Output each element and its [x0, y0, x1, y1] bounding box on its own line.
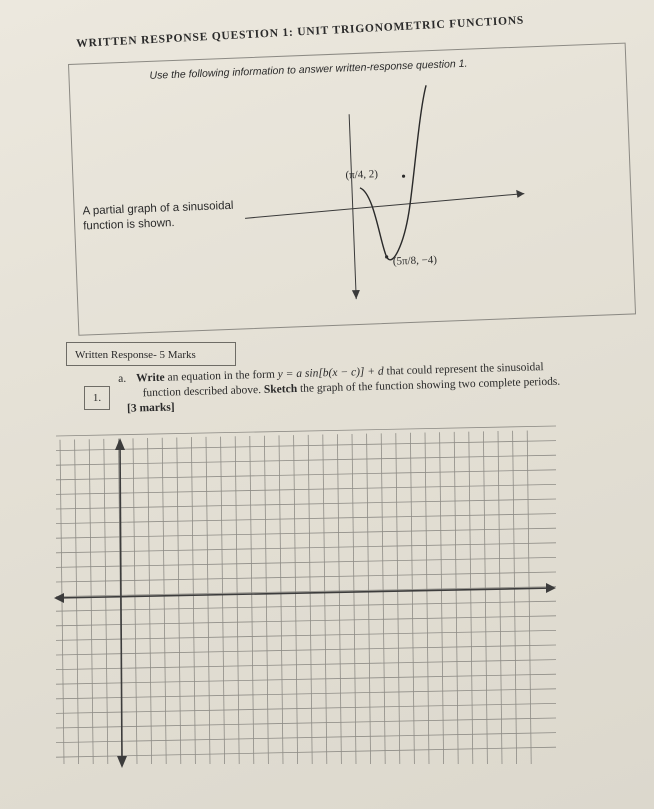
grid-horizontal-line [56, 484, 556, 494]
grid-horizontal-line [56, 718, 556, 728]
grid-x-arrow-left-icon [54, 593, 64, 603]
grid-y-arrow-up-icon [115, 438, 125, 450]
min-point-label: (5π/8, −4) [392, 253, 438, 268]
information-box [68, 43, 636, 336]
grid-vertical-line [381, 433, 385, 764]
question-text-2: that could represent the sinusoidal [383, 361, 544, 378]
grid-vertical-line [337, 434, 341, 764]
question-part-label: a. [118, 372, 127, 385]
grid-vertical-line [469, 432, 473, 764]
grid-vertical-line [294, 435, 298, 764]
grid-vertical-line [133, 438, 137, 764]
grid-vertical-line [440, 432, 444, 764]
grid-vertical-line [454, 432, 458, 764]
grid-x-axis [56, 588, 554, 598]
grid-vertical-line [221, 437, 225, 764]
grid-vertical-line [425, 433, 429, 765]
grid-vertical-line [177, 437, 181, 764]
sinusoid-graph [230, 67, 539, 308]
grid-horizontal-line [56, 747, 556, 757]
grid-y-arrow-down-icon [117, 756, 127, 768]
grid-vertical-line [352, 434, 356, 764]
grid-horizontal-line [56, 543, 556, 553]
max-point [402, 175, 405, 178]
question-number: 1. [84, 386, 110, 410]
grid-vertical-line [367, 434, 371, 764]
grid-vertical-line [308, 435, 312, 764]
grid-vertical-line [235, 436, 239, 764]
grid-vertical-line [396, 433, 400, 764]
grid-lines [56, 426, 556, 764]
question-text-1: an equation in the form [164, 368, 278, 384]
grid-horizontal-line [56, 616, 556, 626]
grid-horizontal-line [56, 587, 556, 597]
grid-vertical-line [323, 435, 327, 764]
grid-vertical-line [527, 430, 531, 764]
graph-y-axis [349, 114, 356, 299]
y-axis-arrow-icon [352, 290, 360, 299]
grid-vertical-line [191, 437, 195, 764]
grid-horizontal-line [56, 703, 556, 713]
graph-description: A partial graph of a sinusoidal function is shown. [82, 199, 234, 233]
equation-form: y = a sin[b(x − c)] + d [277, 365, 384, 381]
question-marks: [3 marks] [126, 401, 175, 415]
grid-vertical-line [498, 431, 502, 764]
grid-horizontal-line [56, 470, 556, 480]
grid-vertical-line [89, 439, 93, 764]
grid-horizontal-line [56, 441, 556, 451]
grid-horizontal-line [56, 572, 556, 582]
grid-vertical-line [410, 433, 414, 764]
x-axis-arrow-icon [516, 190, 524, 198]
grid-vertical-line [513, 431, 517, 764]
grid-vertical-line [104, 439, 108, 764]
answer-grid [50, 420, 570, 770]
grid-horizontal-line [56, 630, 556, 640]
grid-horizontal-line [56, 733, 556, 743]
grid-vertical-line [148, 438, 152, 764]
grid-vertical-line [75, 440, 79, 764]
grid-horizontal-line [56, 645, 556, 655]
grid-horizontal-line [56, 557, 556, 567]
instruction-text: Use the following information to answer written-response question 1. [149, 57, 468, 82]
grid-horizontal-line [56, 689, 556, 699]
grid-horizontal-line [56, 528, 556, 538]
grid-horizontal-line [56, 514, 556, 524]
question-text-4: the graph of the function showing two complete periods. [296, 375, 561, 396]
grid-horizontal-line [56, 426, 556, 436]
grid-horizontal-line [56, 601, 556, 611]
sketch-keyword: Sketch [263, 383, 298, 396]
grid-x-arrow-right-icon [546, 583, 556, 593]
grid-horizontal-line [56, 499, 556, 509]
question-text-3: function described above. [142, 383, 265, 400]
max-point-label: (π/4, 2) [345, 168, 379, 182]
grid-vertical-line [250, 436, 254, 764]
grid-vertical-line [206, 437, 210, 764]
marks-label-box: Written Response- 5 Marks [66, 342, 236, 366]
grid-vertical-line [264, 436, 268, 764]
grid-vertical-line [483, 431, 487, 764]
grid-vertical-line [162, 438, 166, 764]
graph-x-axis [245, 194, 525, 219]
grid-y-axis [120, 442, 122, 764]
question-text [118, 357, 639, 417]
grid-horizontal-line [56, 674, 556, 684]
write-keyword: Write [136, 371, 165, 385]
grid-horizontal-line [56, 455, 556, 465]
grid-horizontal-line [56, 660, 556, 670]
grid-vertical-line [279, 435, 283, 764]
page-title: WRITTEN RESPONSE QUESTION 1: UNIT TRIGONOMETRIC FUNCTIONS [76, 14, 525, 50]
